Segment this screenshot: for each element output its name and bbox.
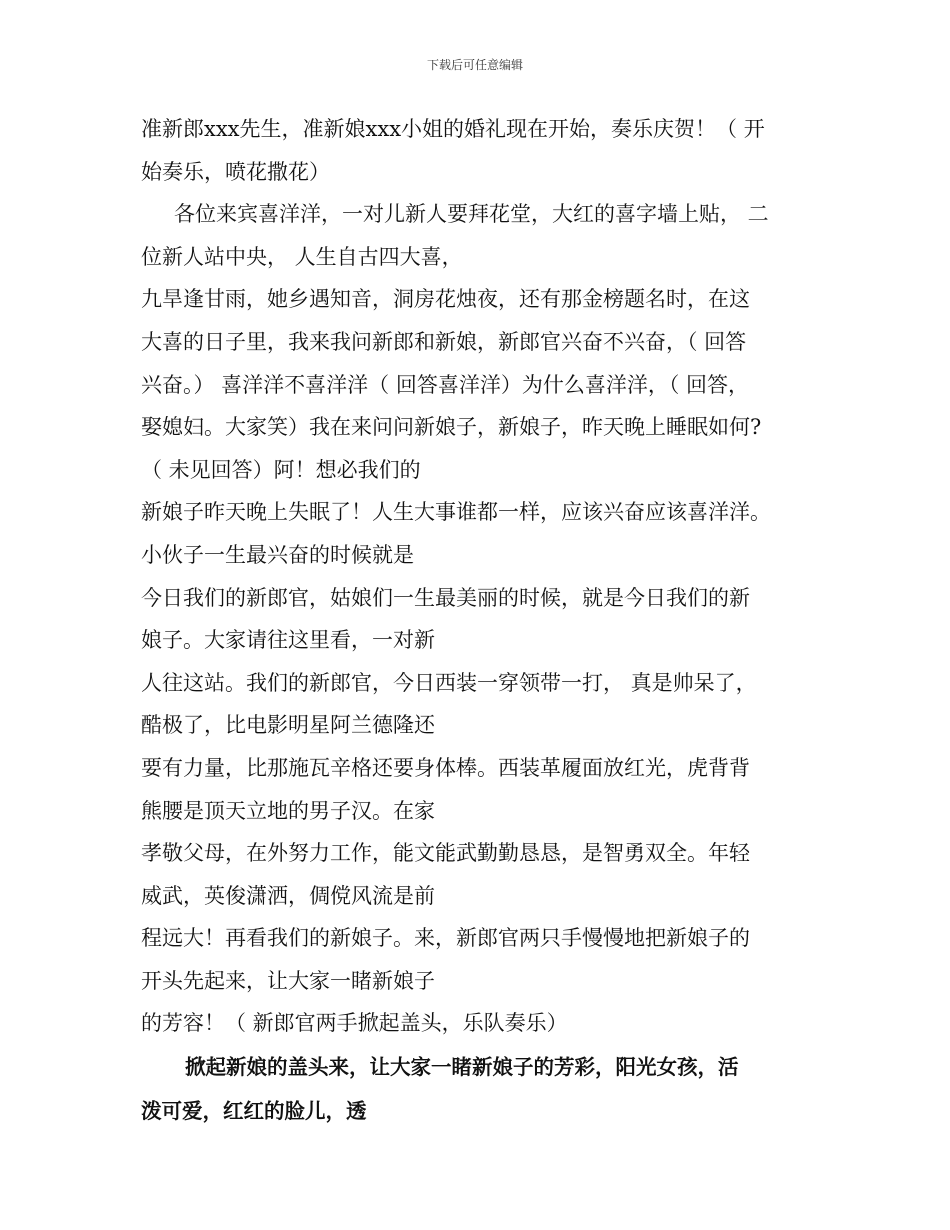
text-line: 大喜的日子里，我来我问新郎和新娘，新郎官兴奋不兴奋，（ 回答	[141, 329, 747, 354]
text-line: 熊腰是顶天立地的男子汉。在家	[141, 798, 435, 823]
bold-text-line: 泼可爱，红红的脸儿，透	[141, 1099, 367, 1124]
text-line: 新娘子昨天晚上失眠了！人生大事谁都一样，应该兴奋应该喜洋洋。	[141, 500, 771, 525]
bold-text-line: 掀起新娘的盖头来，让大家一睹新娘子的芳彩，阳光女孩，活	[185, 1055, 739, 1080]
text-line: 威武，英俊潇洒，倜傥风流是前	[141, 883, 435, 908]
text-line: 程远大！再看我们的新娘子。来，新郎官两只手慢慢地把新娘子的	[141, 926, 750, 951]
text-line: 的芳容！（ 新郎官两手掀起盖头，乐队奏乐）	[141, 1011, 568, 1036]
text-line: 人往这站。我们的新郎官，今日西装一穿领带一打， 真是帅呆了，	[141, 670, 757, 695]
text-line: 各位来宾喜洋洋，一对儿新人要拜花堂，大红的喜字墙上贴， 二	[174, 202, 769, 227]
document-body	[141, 108, 811, 1133]
text-line: 准新郎xxx先生，准新娘xxx小姐的婚礼现在开始，奏乐庆贺！（ 开	[141, 117, 765, 141]
text-line: 位新人站中央， 人生自古四大喜，	[141, 244, 463, 269]
text-line: 娶媳妇。大家笑）我在来问问新娘子，新娘子，昨天晚上睡眠如何?	[141, 415, 762, 440]
bold-paragraph	[141, 1045, 811, 1133]
text-line: 酷极了，比电影明星阿兰德隆还	[141, 713, 435, 738]
text-line: 九旱逢甘雨，她乡遇知音，洞房花烛夜，还有那金榜题名时，在这	[141, 287, 750, 312]
text-line: 兴奋。） 喜洋洋不喜洋洋（ 回答喜洋洋）为什么喜洋洋，（ 回答，	[141, 372, 750, 397]
text-line: （ 未见回答）阿！想必我们的	[141, 457, 421, 482]
text-line: 小伙子一生最兴奋的时候就是	[141, 542, 414, 567]
text-line: 开头先起来，让大家一睹新娘子	[141, 968, 435, 993]
page-header: 下载后可任意编辑	[426, 58, 523, 72]
text-line: 要有力量，比那施瓦辛格还要身体棒。西装革履面放红光，虎背背	[141, 755, 750, 780]
text-line: 今日我们的新郎官，姑娘们一生最美丽的时候，就是今日我们的新	[141, 585, 750, 610]
text-line: 始奏乐，喷花撒花）	[141, 159, 330, 184]
text-line: 孝敬父母，在外努力工作，能文能武勤勤恳恳，是智勇双全。年轻	[141, 841, 750, 866]
text-line: 娘子。大家请往这里看，一对新	[141, 628, 435, 653]
